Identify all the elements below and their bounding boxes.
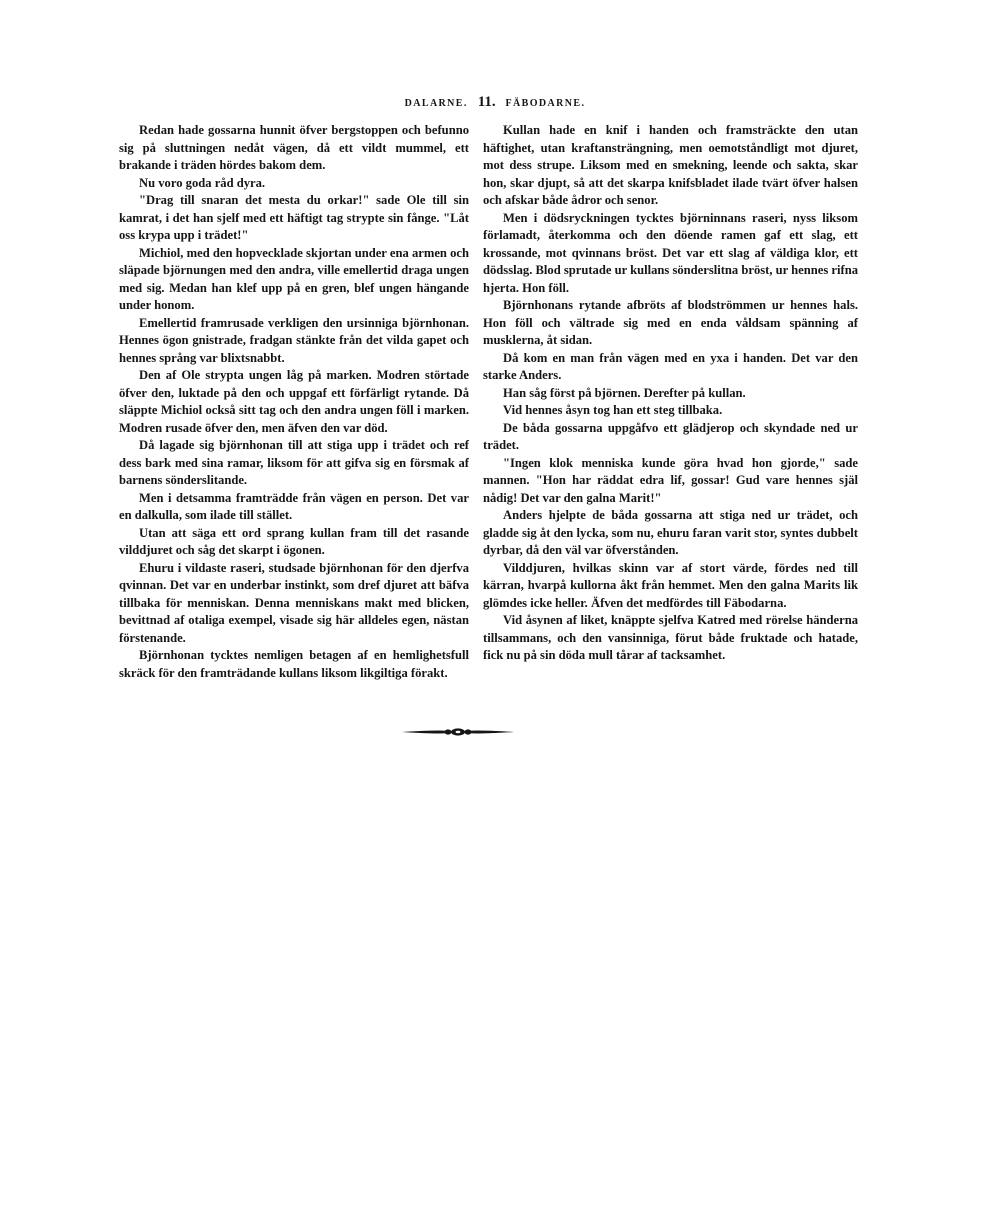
left-column <box>119 122 469 682</box>
paragraph: Nu voro goda råd dyra. <box>139 175 266 190</box>
paragraph: Anders hjelpte de båda gossarna att stiga ned ur trädet, och gladde sig åt den lycka, som nu, ehuru faran varit stor, syntes dubbelt dyrbar, då den väl var öfverstånden. <box>483 508 858 557</box>
paragraph: Björnhonans rytande afbröts af blodströmmen ur hennes hals. Hon föll och vältrade sig med en enda våldsam spänning af musklerna, åt sidan. <box>483 298 858 347</box>
paragraph: Den af Ole strypta ungen låg på marken. Modren störtade öfver den, luktade på den och uppgaf ett förfärligt rytande. Då släppte Michiol också sitt tag och den andra ungen föll i marken. Modren rusade öfver den, men äfven den var död. <box>119 368 469 435</box>
paragraph: Han såg först på björnen. Derefter på kullan. <box>503 385 746 400</box>
paragraph: Då lagade sig björnhonan till att stiga upp i trädet och ref dess bark med sina ramar, liksom för att gifva sig en försmak af barnens sönderslitande. <box>119 438 469 487</box>
paragraph: Michiol, med den hopvecklade skjortan under ena armen och släpade björnungen med den andra, ville emellertid draga ungen med sig. Medan han klef upp på en gren, blef ungen hängande under honom. <box>119 245 469 312</box>
paragraph: Kullan hade en knif i handen och framsträckte den utan häftighet, utan kraftansträngning, men oemotståndligt mot djuret, mot dess strupe. Liksom med en smekning, leende och sakta, skar hon, skar djupt, så att det skarpa knifsbladet ilade tvärt öfver halsen och afskar både ådror och senor. <box>483 123 858 207</box>
header-left: DALARNE. <box>404 98 468 109</box>
paragraph: Men i detsamma framträdde från vägen en person. Det var en dalkulla, som ilade till stället. <box>119 490 469 522</box>
paragraph: Men i dödsryckningen tycktes björninnans raseri, nyss liksom förlamadt, återkomma och den döende ramen gaf ett slag, ett krossande, mot qvinnans bröst. Det var ett slag af väldiga klor, ett dödsslag. Blod sprutade ur kullans sönderslitna bröst, ur hennes rifna hjerta. Hon föll. <box>483 210 858 295</box>
paragraph: Emellertid framrusade verkligen den ursinniga björnhonan. Hennes ögon gnistrade, fradgan stänkte från det vilda gapet och hennes språng var blixtsnabbt. <box>119 315 469 365</box>
paragraph: Ehuru i vildaste raseri, studsade björnhonan för den djerfva qvinnan. Det var en underbar instinkt, som dref djuret att bäfva tillbaka för menniskan. Denna menniskans makt med blicken, bevittnad af otaliga exempel, visade sig här alldeles egen, nästan förstenande. <box>119 560 469 645</box>
running-header <box>0 94 990 111</box>
paragraph: Vid hennes åsyn tog han ett steg tillbaka. <box>503 403 723 417</box>
paragraph: De båda gossarna uppgåfvo ett glädjerop och skyndade ned ur trädet. <box>483 420 858 452</box>
paragraph: "Ingen klok menniska kunde göra hvad hon gjorde," sade mannen. "Hon har räddat edra lif, gossar! Gud vare hennes själ nådig! Det var den galna Marit!" <box>483 455 858 505</box>
paragraph: "Drag till snaran det mesta du orkar!" sade Ole till sin kamrat, i det han sjelf med ett häftigt tag strypte sin fånge. "Låt oss krypa upp i trädet!" <box>119 193 469 242</box>
paragraph: Vid åsynen af liket, knäppte sjelfva Katred med rörelse händerna tillsammans, och den vansinniga, förut både fruktade och hatade, fick nu på sin döda mull tårar af tacksamhet. <box>483 613 858 662</box>
paragraph: Vilddjuren, hvilkas skinn var af stort värde, fördes ned till kärran, hvarpå kullorna åkt från hemmet. Men den galna Marits lik glömdes icke heller. Äfven det medfördes till Fäbodarna. <box>483 560 858 610</box>
right-column <box>483 122 858 665</box>
paragraph: Redan hade gossarna hunnit öfver bergstoppen och befunno sig på sluttningen nedåt vägen, då ett vildt mummel, ett brakande i träden hördes bakom dem. <box>119 123 469 172</box>
end-ornament-icon <box>400 722 516 742</box>
paragraph: Utan att säga ett ord sprang kullan fram till det rasande vilddjuret och såg det skarpt i ögonen. <box>119 525 469 557</box>
paragraph: Björnhonan tycktes nemligen betagen af en hemlighetsfull skräck för den framträdande kullans liksom likgiltiga förakt. <box>119 648 469 680</box>
header-right: FÄBODARNE. <box>505 98 586 109</box>
page-number: 11. <box>477 94 496 110</box>
paragraph: Då kom en man från vägen med en yxa i handen. Det var den starke Anders. <box>483 350 858 382</box>
